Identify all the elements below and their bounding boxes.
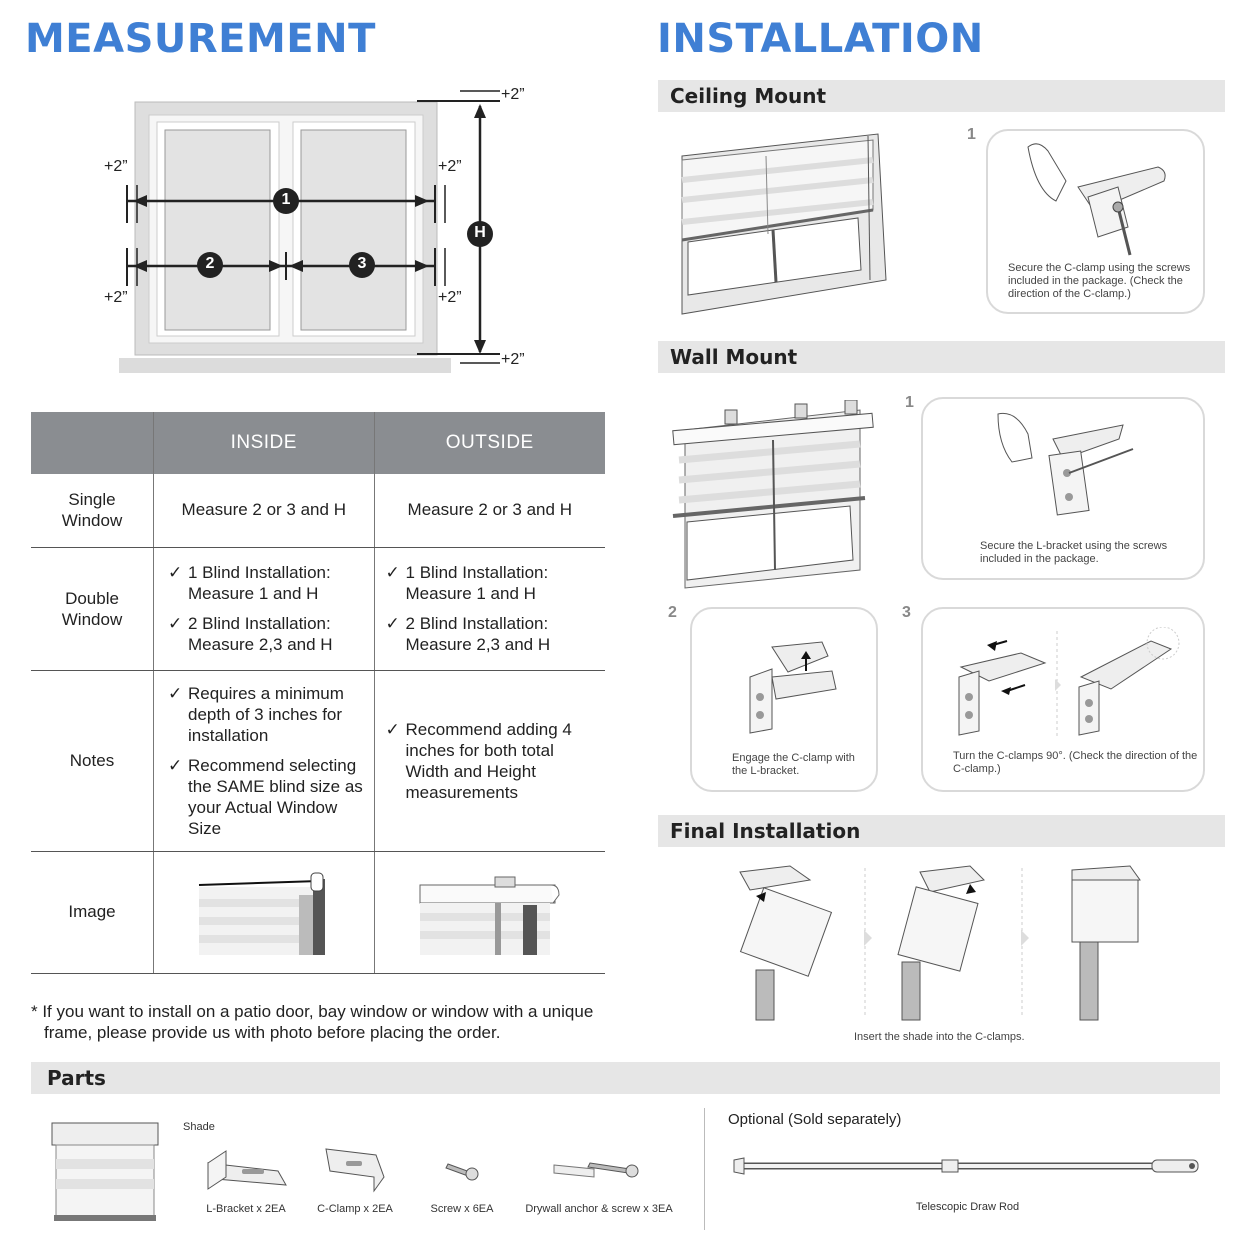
dim-right-2: +2” (438, 289, 462, 306)
ceiling-mount-bar: Ceiling Mount (658, 80, 1225, 112)
single-outside: Measure 2 or 3 and H (374, 474, 605, 547)
measurement-title: MEASUREMENT (25, 16, 376, 62)
badge-2-label: 2 (205, 255, 215, 272)
optional-item-label: Telescopic Draw Rod (915, 1201, 1020, 1213)
wall-step-2-card (690, 607, 878, 792)
c-clamp-icon (322, 1145, 388, 1195)
header-inside: INSIDE (154, 412, 375, 474)
wall-step-2-caption: Engage the C-clamp with the L-bracket. (732, 752, 855, 777)
wall-step-1-card (921, 397, 1205, 580)
double-outside-2-title: 2 Blind Installation: (405, 614, 549, 633)
wall-mount-bar: Wall Mount (658, 341, 1225, 373)
badge-3-label: 3 (357, 255, 367, 272)
wall-mount-image (665, 400, 880, 595)
wall-step-3-card (921, 607, 1205, 792)
wall-step-3-caption: Turn the C-clamps 90°. (Check the direction of the C-clamp.) (953, 750, 1198, 775)
final-installation-caption: Insert the shade into the C-clamps. (854, 1031, 1025, 1043)
part-l-bracket-label: L-Bracket x 2EA (206, 1203, 286, 1215)
wall-step-1-caption: Secure the L-bracket using the screws included in the package. (980, 540, 1168, 565)
l-bracket-screw-icon (993, 409, 1143, 524)
telescopic-rod-image (730, 1152, 1205, 1180)
double-inside-2-text: Measure 2,3 and H (188, 635, 333, 654)
row-label-single: Single Window (61, 490, 123, 531)
check-icon: ✓ (168, 563, 183, 582)
dim-bottom: +2” (501, 351, 525, 368)
check-icon: ✓ (168, 614, 183, 633)
ceiling-step-1-card (986, 129, 1205, 314)
header-outside: OUTSIDE (374, 412, 605, 474)
dim-right-1: +2” (438, 158, 462, 175)
header-blank (31, 412, 154, 474)
drywall-anchor-icon (550, 1155, 642, 1185)
table-row (31, 474, 605, 547)
inside-mount-image (189, 865, 339, 955)
l-bracket-icon (202, 1145, 292, 1195)
double-inside-1-text: Measure 1 and H (188, 584, 319, 603)
row-label-notes: Notes (31, 670, 154, 851)
shade-image (48, 1115, 163, 1225)
final-installation-bar: Final Installation (658, 815, 1225, 847)
part-screw-label: Screw x 6EA (430, 1203, 494, 1215)
dim-left-2: +2” (104, 289, 128, 306)
installation-title: INSTALLATION (657, 16, 984, 62)
badge-h-label: H (474, 224, 486, 241)
single-inside: Measure 2 or 3 and H (154, 474, 375, 547)
check-icon: ✓ (168, 683, 183, 703)
table-row (31, 670, 605, 851)
double-outside-2-text: Measure 2,3 and H (405, 635, 551, 654)
check-icon: ✓ (385, 614, 400, 633)
notes-inside-2: Recommend selecting the SAME blind size as your Actual Window Size (188, 755, 363, 838)
notes-outside-1: Recommend adding 4 inches for both total Width and Height measurements (405, 719, 572, 802)
table-row (31, 851, 605, 973)
table-row (31, 547, 605, 670)
dim-top: +2” (501, 86, 525, 103)
part-c-clamp-label: C-Clamp x 2EA (317, 1203, 393, 1215)
wall-step-3-num: 3 (902, 604, 911, 621)
double-outside-1-title: 1 Blind Installation: (405, 563, 549, 582)
parts-divider (704, 1108, 705, 1230)
footnote: * If you want to install on a patio door, bay window or window with a unique frame, please provide us with photo before placing the order. (31, 1002, 594, 1042)
check-icon: ✓ (385, 719, 400, 739)
c-clamp-hand-icon (1018, 137, 1178, 257)
window-sill (119, 358, 451, 373)
double-inside-1-title: 1 Blind Installation: (188, 563, 331, 582)
measurement-table (31, 412, 605, 974)
ceiling-step-1-num: 1 (967, 126, 976, 143)
row-label-image: Image (31, 851, 154, 973)
row-label-double: Double Window (61, 588, 123, 629)
final-installation-image (730, 858, 1160, 1023)
ceiling-mount-image (678, 130, 893, 320)
check-icon: ✓ (385, 563, 400, 582)
outside-mount-image (415, 865, 565, 955)
dim-left-1: +2” (104, 158, 128, 175)
badge-1-label: 1 (281, 191, 291, 208)
double-inside-2-title: 2 Blind Installation: (188, 614, 331, 633)
notes-inside-1: Requires a minimum depth of 3 inches for installation (188, 683, 344, 745)
part-drywall-label: Drywall anchor & screw x 3EA (525, 1203, 673, 1215)
window-diagram (95, 80, 565, 380)
parts-bar: Parts (31, 1062, 1220, 1094)
double-outside-1-text: Measure 1 and H (405, 584, 536, 603)
check-icon: ✓ (168, 755, 183, 775)
c-clamp-turn-icon (951, 627, 1191, 742)
ceiling-step-1-caption: Secure the C-clamp using the screws included in the package. (Check the direction of the C-clamp.) (1008, 262, 1191, 300)
screw-icon (444, 1158, 480, 1184)
c-clamp-engage-icon (742, 637, 842, 737)
part-shade-label: Shade (183, 1121, 215, 1133)
optional-title: Optional (Sold separately) (728, 1111, 902, 1128)
wall-step-2-num: 2 (668, 604, 677, 621)
wall-step-1-num: 1 (905, 394, 914, 411)
